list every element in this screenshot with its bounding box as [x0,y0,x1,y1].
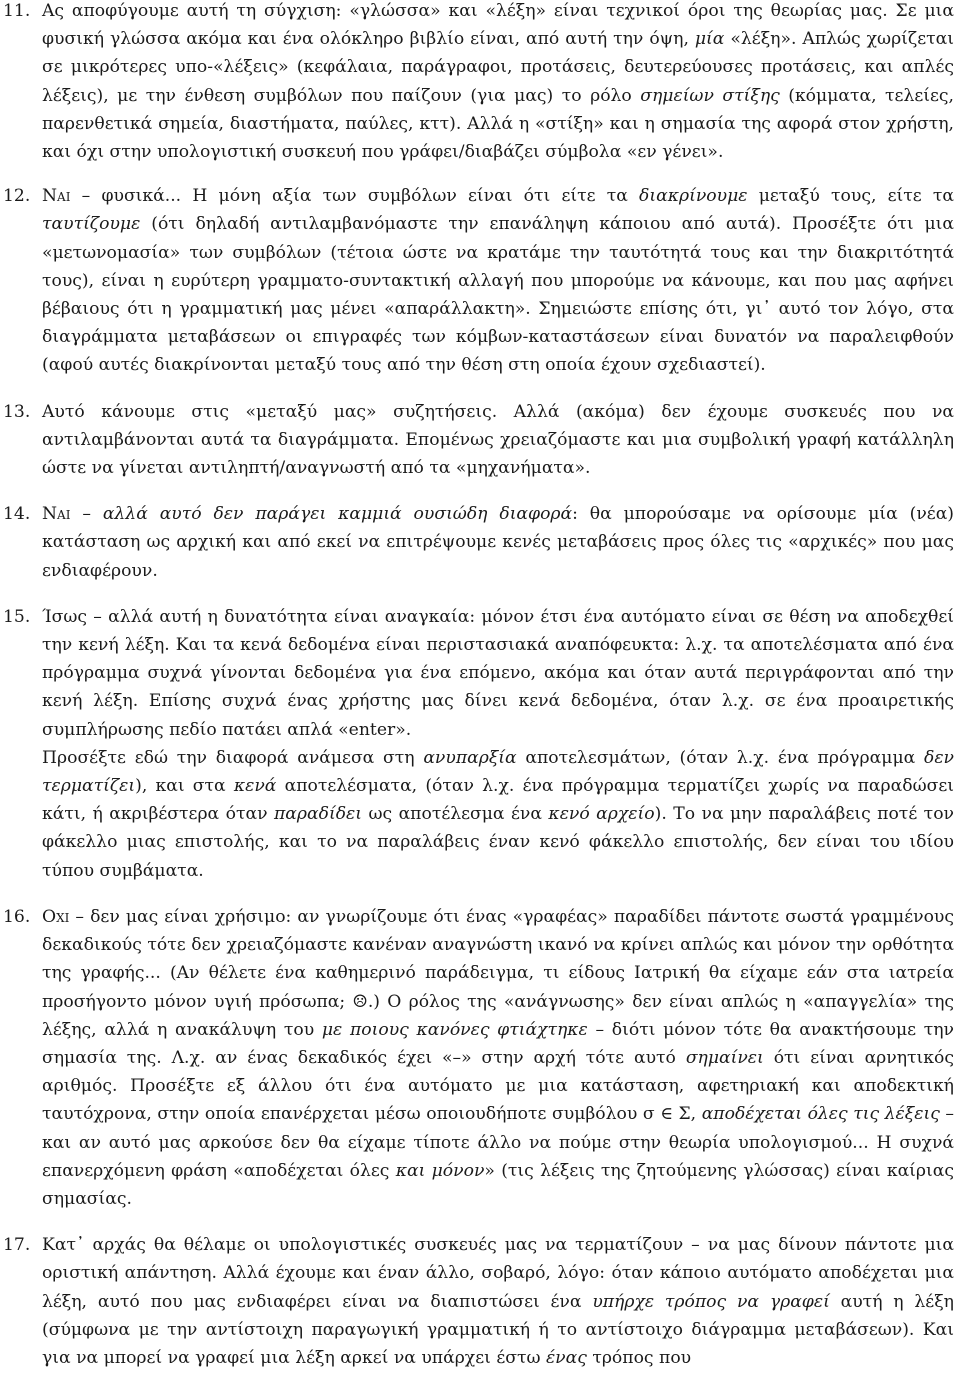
paragraph-text-continued [42,744,954,885]
smallcaps-text: Οχι [42,906,70,927]
text-run: – δεν μας είναι χρήσιμο: αν γνωρίζουμε ότι ένας «γραφέας» παραδίδει πάντοτε σωστά γραμμένους δεκαδικούς τότε δεν χρειαζόμαστε κανέναν αναγνώστη ικανό να κρίνει απλώς και μόνον την ορθότητα της γραφής... (Αν θέλετε ένα καθημερινό παράδειγμα, τι είδους Ιατρική θα είχαμε εάν στα ιατρεία προσήγοντο μόνον υγιή πρόσωπα; ☹.) Ο ρόλος της «ανάγνωσης» δεν είναι απλώς η «απαγγελία» της λέξης, αλλά η ανακάλυψη του [42,906,954,1040]
text-run: Ίσως – αλλά αυτή η δυνατότητα είναι αναγκαία: μόνον έτσι ένα αυτόματο είναι σε θέση να αποδεχθεί την κενή λέξη. Και τα κενά δεδομένα είναι περιστασιακά αναπόφευκτα: λ.χ. τα αποτελέσματα από ένα πρόγραμμα συχνά γίνονται δεδομένα για ένα επόμενο, ακόμα και όταν αυτά περιγράφονται από την κενή λέξη. Επίσης συχνά ένας χρήστης μας δίνει κενά δεδομένα, όταν λ.χ. σε ένα προαιρετικής συμπλήρωσης πεδίο πατάει απλά «enter». [42,606,954,740]
text-run: » (τις λέξεις της ζητούμενης γλώσσας) είναι καίριας σημασίας. [42,1160,955,1209]
emph-text: ταυτίζουμε [42,214,141,235]
text-run: Αυτό κάνουμε στις «μεταξύ μας» συζητήσεις. Αλλά (ακόμα) δεν έχουμε συσκευές που να αντιλαμβάνονται αυτά τα διαγράμματα. Επομένως χρειαζόμαστε και μια συμβολική γραφή κατάλληλη ώστε να γίνεται αντιληπτή/αναγνωστή από τα «μηχανήματα». [42,401,954,479]
text-run: ως αποτέλεσμα ένα [362,804,549,825]
text-run: – [70,504,103,525]
text-run: τρόπος που [586,1347,692,1368]
text-run: Ας αποφύγουμε αυτή τη σύγχιση: «γλώσσα» και «λέξη» είναι τεχνικοί όροι της θεωρίας μας. Σε μια φυσική γλώσσα ακόμα και ένα ολόκληρο βιβλίο είναι, από αυτή την όψη, [42,1,954,50]
text-run: «λέξη». Απλώς χωρίζεται σε μικρότερες υπο-«λέξεις» (κεφάλαια, παράγραφοι, προτάσεις, δευτερεύουσες προτάσεις, και απλές λέξεις), με την ένθεση συμβόλων που παίζουν (για μας) το ρόλο [42,29,954,106]
text-run: – και αν αυτό μας αρκούσε δεν θα είχαμε τίποτε άλλο να πούμε στην θεωρία υπολογισμού... Η συχνά επανερχόμενη φράση «αποδέχεται όλες [42,1104,955,1181]
paragraph-text [42,500,954,585]
emph-text: κενό αρχείο [548,804,655,825]
text-run: (ότι δηλαδή αντιλαμβανόμαστε την επανάληψη κάποιου από αυτά). Προσέξτε ότι μια «μετωνομασία» των συμβόλων (τέτοια ώστε να κρατάμε την ταυτότητά τους και την διακριτότητά τους), είναι η ευρύτερη γραμματο-συντακτική αλλαγή που μπορούμε να κάνουμε, και που μας αφήνει βέβαιους ότι η γραμματική μας μένει «απαράλλακτη». Σημειώστε επίσης ότι, γι᾽ αυτό τον λόγο, στα διαγράμματα μεταβάσεων οι επιγραφές των κόμβων-καταστάσεων είναι δυνατόν να παραλειφθούν (αφού αυτές διακρίνονται μεταξύ τους από την θέση στη οποία έχουν σχεδιαστεί). [42,214,954,376]
numbered-paragraph [0,398,960,483]
numbered-paragraph [0,1231,960,1372]
emph-text: υπήρχε τρόπος να γραφεί [592,1291,830,1312]
text-run: ). Το να μην παραλάβεις ποτέ τον φάκελλο μιας επιστολής, και το να παραλάβεις έναν κενό φάκελλο επιστολής, δεν είναι του ιδίου τύπου συμβάματα. [42,804,954,881]
emph-text: μία [694,29,725,50]
text-run: Κατ᾽ αρχάς θα θέλαμε οι υπολογιστικές συσκευές μας να τερματίζουν – να μας δίνουν πάντοτε μια οριστική απάντηση. Αλλά έχουμε και έναν άλλο, σοβαρό, λόγο: όταν κάποιο αυτόματο αποδέχεται μια λέξη, αυτό που μας ενδιαφέρει είναι να διαπιστώσει ένα [42,1235,954,1312]
text-run: ότι είναι αρνητικός αριθμός. Προσέξτε εξ άλλου ότι ένα αυτόματο με μια κατάσταση, αφετηριακή και αποδεκτική ταυτόχρονα, στην οποία επανέρχεται μέσω οποιουδήποτε συμβόλου σ ∈ Σ, [42,1047,954,1125]
emph-text: κενά [233,776,277,797]
paragraph-text [42,903,954,1213]
emph-text: διακρίνουμε [639,186,748,207]
numbered-paragraph [0,0,960,166]
numbered-paragraph [0,903,960,1213]
paragraph-text [42,1231,954,1372]
text-run: (κόμματα, τελείες, παρενθετικά σημεία, διαστήματα, παύλες, κττ). Αλλά η «στίξη» και η σημασία της αφορά στον χρήστη, και όχι στην υπολογιστική συσκευή που γράφει/διαβάζει σύμβολα «εν γένει». [42,85,954,163]
emph-text: αλλά αυτό δεν παράγει καμμιά ουσιώδη διαφορά [102,504,573,525]
paragraph-text [42,398,954,483]
emph-text: ένας [545,1347,587,1368]
paragraph-number: 14. [3,504,31,525]
emph-text: αποδέχεται όλες τις λέξεις [701,1104,940,1125]
emph-text: σημαίνει [685,1047,764,1068]
text-run: – φυσικά... Η μόνη αξία των συμβόλων είναι ότι είτε τα [70,186,640,207]
emph-text: δεν τερματίζει [42,747,954,797]
text-run: αυτή η λέξη (σύμφωνα με την αντίστοιχη παραγωγική γραμματική ή το αντίστοιχο διάγραμμα μεταβάσεων). Και για να μπορεί να γραφεί μια λέξη αρκεί να υπάρχει έστω [42,1291,954,1368]
text-run: Προσέξτε εδώ την διαφορά ανάμεσα στη [42,747,424,768]
paragraph-number: 16. [3,906,31,927]
emph-text: σημείων στίξης [640,85,780,106]
text-run: αποτελεσμάτων, (όταν λ.χ. ένα πρόγραμμα [516,747,924,768]
text-run: αποτελέσματα, (όταν λ.χ. ένα πρόγραμμα τερματίζει χωρίς να παραδώσει κάτι, ή ακριβέστερα όταν [42,776,954,825]
smallcaps-text: Ναι [42,186,71,207]
emph-text: και μόνον [395,1160,485,1181]
paragraph-number: 17. [3,1235,31,1256]
text-run: : θα μπορούσαμε να ορίσουμε μία (νέα) κατάσταση ως αρχική και από εκεί να επιτρέψουμε κενές μεταβάσεις προς όλες τις «αρχικές» που μας ενδιαφέρουν. [42,504,955,581]
paragraph-number: 11. [3,1,31,21]
emph-text: παραδίδει [274,804,363,825]
emph-text: με ποιους κανόνες φτιάχτηκε [321,1019,588,1040]
emph-text: ανυπαρξία [423,747,517,768]
numbered-paragraph [0,603,960,885]
paragraph-number: 12. [3,186,31,207]
numbered-paragraph [0,500,960,585]
paragraph-text [42,603,954,744]
paragraph-text [42,0,954,166]
text-run: – διότι μόνον τότε θα ανακτήσουμε την σημασία της. Λ.χ. αν ένας δεκαδικός έχει «–» στην αρχή τότε αυτό [42,1019,954,1068]
text-run: ), και στα [135,776,234,797]
paragraph-text [42,182,954,379]
text-run: μεταξύ τους, είτε τα [747,186,954,207]
paragraph-number: 13. [3,401,31,422]
smallcaps-text: Ναι [42,504,71,525]
paragraph-number: 15. [3,606,31,627]
numbered-paragraph [0,182,960,379]
